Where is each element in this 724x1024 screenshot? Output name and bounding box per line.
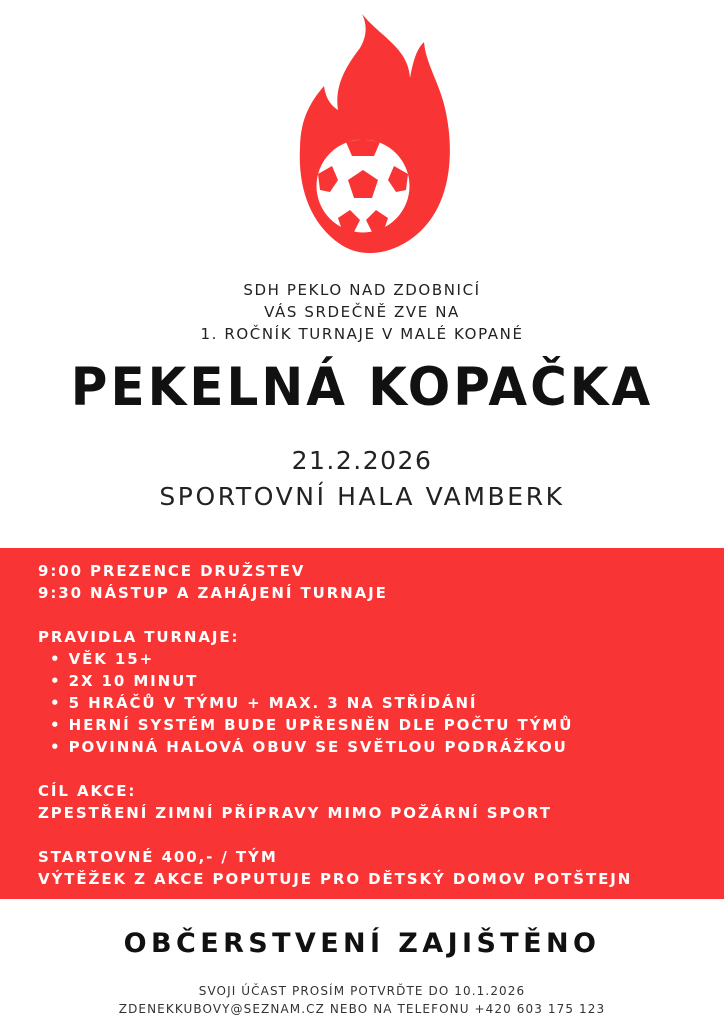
rule-item: • HERNÍ SYSTÉM BUDE UPŘESNĚN DLE POČTU TÝMŮ <box>38 714 724 736</box>
info-panel <box>0 548 724 899</box>
contact-line: ZDENEKKUBOVY@SEZNAM.CZ NEBO NA TELEFONU +420 603 175 123 <box>118 1002 606 1016</box>
fee-line: STARTOVNÉ 400,- / TÝM <box>38 848 278 866</box>
event-title: PEKELNÁ KOPAČKA <box>70 356 654 418</box>
tournament-line: 1. ROČNÍK TURNAJE V MALÉ KOPANÉ <box>200 325 524 343</box>
schedule-line-1: 9:00 PREZENCE DRUŽSTEV <box>38 562 306 580</box>
rule-item: • POVINNÁ HALOVÁ OBUV SE SVĚTLOU PODRÁŽKOU <box>38 736 724 758</box>
footer-contact <box>0 982 724 1018</box>
event-venue: SPORTOVNÍ HALA VAMBERK <box>159 482 565 511</box>
rule-item: • 5 HRÁČŮ V TÝMU + MAX. 3 NA STŘÍDÁNÍ <box>38 692 724 714</box>
flaming-football-icon <box>290 8 460 260</box>
rules-heading: PRAVIDLA TURNAJE: <box>38 628 240 646</box>
rsvp-line: SVOJI ÚČAST PROSÍM POTVRĎTE DO 10.1.2026 <box>198 984 526 998</box>
organizer-line: SDH PEKLO NAD ZDOBNICÍ <box>243 281 481 299</box>
rules-list <box>38 648 724 758</box>
invite-line: VÁS SRDEČNĚ ZVE NA <box>264 303 460 321</box>
refreshments-notice: OBČERSTVENÍ ZAJIŠTĚNO <box>123 928 601 959</box>
rule-item: • 2X 10 MINUT <box>38 670 724 692</box>
event-date: 21.2.2026 <box>291 446 433 475</box>
intro-text <box>0 279 724 345</box>
goal-heading: CÍL AKCE: <box>38 782 137 800</box>
rule-item: • VĚK 15+ <box>38 648 724 670</box>
schedule-line-2: 9:30 NÁSTUP A ZAHÁJENÍ TURNAJE <box>38 584 388 602</box>
goal-text: ZPESTŘENÍ ZIMNÍ PŘÍPRAVY MIMO POŽÁRNÍ SPORT <box>38 804 552 822</box>
proceeds-line: VÝTĚŽEK Z AKCE POPUTUJE PRO DĚTSKÝ DOMOV POTŠTEJN <box>38 870 633 888</box>
